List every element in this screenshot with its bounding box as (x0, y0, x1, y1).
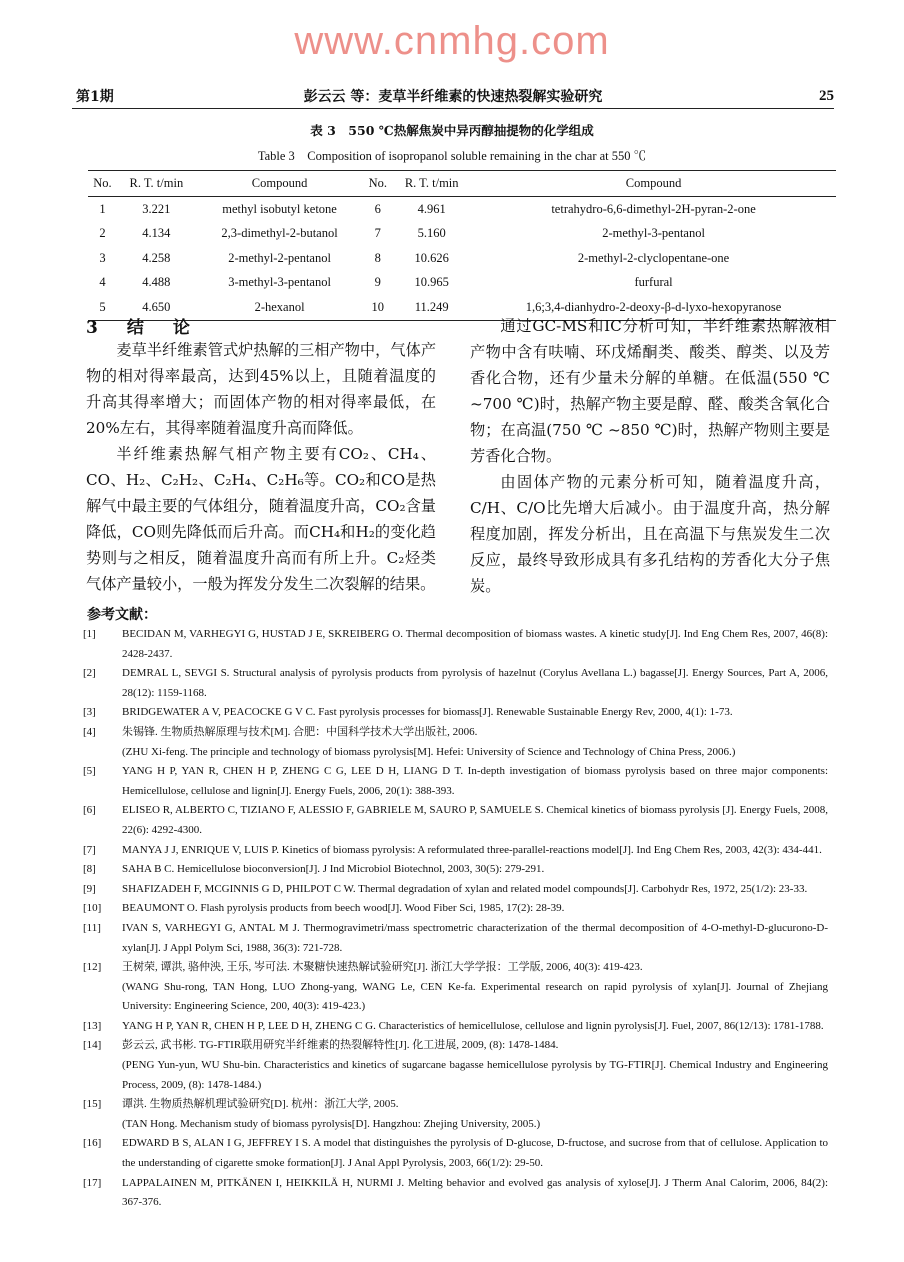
table-cell: 2-methyl-2-clyclopentane-one (577, 250, 730, 265)
reference-item (83, 841, 828, 861)
table-cell: 4.488 (142, 275, 171, 290)
reference-item (83, 625, 828, 664)
paragraph: 由固体产物的元素分析可知，随着温度升高，C/H、C/O比先增大后减小。由于温度升高，热分解程度加剧，挥发分析出，且在高温下与焦炭发生二次反应，最终导致形成具有多孔结构的芳香化大分子焦炭。 (470, 473, 830, 595)
reference-text: YANG H P, YAN R, CHEN H P, LEE D H, ZHENG C G. Characteristics of hemicellulose, cellulose and lignin pyrolysis[J]. Fuel, 2007, 86(12/13): 1781-1788. (122, 1019, 824, 1032)
reference-item (83, 1095, 828, 1134)
reference-number: [4] (83, 725, 96, 738)
section-title: 3 结 论 (86, 318, 196, 338)
table-cell: 3 (99, 250, 106, 265)
issue-number: 第1期 (76, 89, 114, 105)
reference-item (83, 703, 828, 723)
reference-item (83, 1174, 828, 1213)
table-cell: 3-methyl-3-pentanol (228, 275, 331, 290)
table-cell: 10.965 (414, 275, 449, 290)
reference-number: [1] (83, 628, 96, 640)
paragraph: 通过GC-MS和IC分析可知，半纤维素热解液相产物中含有呋喃、环戊烯酮类、酸类、醇类、以及芳香化合物，还有少量未分解的单糖。在低温(550 ℃ ~700 ℃)时，热解产物主要是醇、醛、酸类含氧化合物；在高温(750 ℃ ~850 ℃)时，热解产物则主要是芳香化合物。 (470, 317, 830, 465)
reference-number: [13] (83, 1019, 102, 1032)
column-header: R. T. t/min (392, 171, 471, 197)
table-cell: 1,6;3,4-dianhydro-2-deoxy-β-d-lyxo-hexopyranose (525, 299, 782, 314)
table-cell: 6 (374, 201, 381, 216)
reference-number: [17] (83, 1176, 102, 1189)
column-header: No. (88, 171, 117, 197)
table-cell: 9 (374, 275, 381, 290)
reference-number: [11] (83, 921, 101, 934)
reference-number: [6] (83, 804, 96, 817)
reference-number: [3] (83, 706, 96, 719)
reference-item (83, 801, 828, 840)
reference-text: DEMRAL L, SEVGI S. Structural analysis of pyrolysis products from pyrolysis of hazelnut (Corylus Avellana L.) bagasse[J]. Energy Sources, Part A, 2006, 28(12): 1159-1168. (122, 667, 828, 699)
left-column (86, 337, 436, 597)
reference-text: BEAUMONT O. Flash pyrolysis products from beech wood[J]. Wood Fiber Sci, 1985, 17(2): 28-39. (122, 902, 565, 915)
reference-item (83, 1134, 828, 1173)
column-header: No. (363, 171, 392, 197)
reference-item (83, 1036, 828, 1095)
reference-text: 彭云云, 武书彬. TG-FTIR联用研究半纤维素的热裂解特性[J]. 化工进展, 2009, (8): 1478-1484. (122, 1039, 559, 1052)
reference-number: [2] (83, 667, 96, 680)
table-cell: 8 (374, 250, 381, 265)
reference-item (83, 1017, 828, 1037)
column-header: R. T. t/min (117, 171, 196, 197)
watermark: www.cnmhg.com (294, 19, 610, 63)
running-header (72, 84, 834, 109)
reference-text: SHAFIZADEH F, MCGINNIS G D, PHILPOT C W. Thermal degradation of xylan and related model compounds[J]. Carbohydr Res, 1972, 25(1/2): 23-33. (122, 882, 808, 895)
table-cell: furfural (634, 275, 673, 290)
reference-text: IVAN S, VARHEGYI G, ANTAL M J. Thermogravimetri/mass spectrometric characterization of the thermal decomposition of 4-O-methyl-D-glucurono-D-xylan[J]. J Appl Polym Sci, 1988, 36(3): 721-728. (122, 921, 828, 954)
table-cell: 5.160 (417, 226, 446, 241)
table-row (88, 197, 836, 222)
paragraph: 麦草半纤维素管式炉热解的三相产物中，气体产物的相对得率最高，达到45%以上，且随着温度的升高其得率增大；而固体产物的相对得率最低，在20%左右，其得率随着温度升高而降低。 (86, 341, 436, 437)
reference-number: [10] (83, 902, 102, 915)
reference-text: SAHA B C. Hemicellulose bioconversion[J]. J Ind Microbiol Biotechnol, 2003, 30(5): 279-291. (122, 863, 545, 876)
table-cell: 11.249 (414, 299, 449, 314)
reference-text: MANYA J J, ENRIQUE V, LUIS P. Kinetics of biomass pyrolysis: A reformulated three-parallel-reactions model[J]. Ind Eng Chem Res, 2003, 42(3): 434-441. (122, 843, 822, 856)
column-header: Compound (471, 171, 836, 197)
table-row (88, 246, 836, 271)
reference-number: [8] (83, 863, 96, 876)
reference-item (83, 958, 828, 1017)
reference-translation: (TAN Hong. Mechanism study of biomass pyrolysis[D]. Hangzhou: Zhejing University, 2005.) (122, 1117, 541, 1130)
reference-item (83, 919, 828, 958)
running-title: 彭云云 等：麦草半纤维素的快速热裂解实验研究 (303, 89, 603, 105)
right-column (470, 313, 830, 599)
reference-number: [7] (83, 843, 96, 856)
reference-number: [9] (83, 882, 96, 895)
table-cell: 5 (99, 299, 106, 314)
reference-item (83, 880, 828, 900)
reference-text: EDWARD B S, ALAN I G, JEFFREY I S. A model that distinguishes the pyrolysis of D-glucose, D-fructose, and sucrose from that of cellulose. Application to the understanding of cigarette smoke formation[J]. J Anal Appl Pyrolysis, 2003, 66(1/2): 29-50. (122, 1137, 828, 1170)
paragraph: 半纤维素热解气相产物主要有CO₂、CH₄、CO、H₂、C₂H₂、C₂H₄、C₂H₆等。CO₂和CO是热解气中最主要的气体组分，随着温度升高，CO₂含量降低，CO则先降低而后升高。而CH₄和H₂的变化趋势则与之相反，随着温度升高而有所上升。C₂烃类气体产量较小，一般为挥发分发生二次裂解的结果。 (86, 445, 436, 593)
reference-item (83, 664, 828, 703)
reference-text: BRIDGEWATER A V, PEACOCKE G V C. Fast pyrolysis processes for biomass[J]. Renewable Sustainable Energy Rev, 2000, 4(1): 1-73. (122, 706, 733, 719)
reference-number: [14] (83, 1039, 102, 1052)
reference-item (83, 899, 828, 919)
reference-text: BECIDAN M, VARHEGYI G, HUSTAD J E, SKREIBERG O. Thermal decomposition of biomass wastes. A kinetic study[J]. Ind Eng Chem Res, 2007, 46(8): 2428-2437. (122, 628, 828, 660)
reference-text: 谭洪. 生物质热解机理试验研究[D]. 杭州：浙江大学, 2005. (122, 1098, 399, 1111)
table-cell: 2 (99, 226, 106, 241)
table-caption-en: Table 3 Composition of isopropanol soluble remaining in the char at 550 ℃ (257, 149, 647, 163)
reference-translation: (ZHU Xi-feng. The principle and technology of biomass pyrolysis[M]. Hefei: University of Science and Technology of China Press, 2006.) (122, 745, 736, 758)
table-row (88, 271, 836, 296)
table-cell: 10.626 (414, 250, 449, 265)
reference-text: 王树荣, 谭洪, 骆仲泱, 王乐, 岑可法. 木聚糖快速热解试验研究[J]. 浙江大学学报：工学版, 2006, 40(3): 419-423. (122, 961, 643, 974)
reference-text: ELISEO R, ALBERTO C, TIZIANO F, ALESSIO F, GABRIELE M, SAURO P, SAMUELE S. Chemical kinetics of biomass pyrolysis [J]. Energy Fuels, 2008, 22(6): 4292-4300. (122, 804, 828, 836)
table-cell: 4.650 (142, 299, 171, 314)
table-cell: 2,3-dimethyl-2-butanol (221, 226, 338, 241)
reference-text: 朱锡锋. 生物质热解原理与技术[M]. 合肥：中国科学技术大学出版社, 2006. (122, 725, 478, 738)
table-cell: tetrahydro-6,6-dimethyl-2H-pyran-2-one (551, 201, 756, 216)
page-number: 25 (819, 88, 834, 104)
column-header: Compound (196, 171, 364, 197)
table-cell: 10 (371, 299, 385, 314)
table-cell: 4.258 (142, 250, 171, 265)
reference-text: LAPPALAINEN M, PITKÄNEN I, HEIKKILÄ H, NURMI J. Melting behavior and evolved gas analysis of xylose[J]. J Therm Anal Calorim, 2006, 84(2): 367-376. (122, 1176, 828, 1209)
table-cell: methyl isobutyl ketone (222, 201, 337, 216)
reference-item (83, 723, 828, 762)
table-cell: 4 (99, 275, 106, 290)
reference-number: [12] (83, 961, 102, 974)
table-cell: 2-methyl-2-pentanol (228, 250, 331, 265)
reference-item (83, 860, 828, 880)
composition-table (88, 170, 836, 321)
table-cell: 2-methyl-3-pentanol (602, 226, 705, 241)
table-row (88, 222, 836, 247)
reference-item (83, 762, 828, 801)
reference-translation: (WANG Shu-rong, TAN Hong, LUO Zhong-yang, WANG Le, CEN Ke-fa. Experimental research on rapid pyrolysis of xylan[J]. Journal of Zhejiang University: Engineering Science, 200, 40(3): 419-423.) (122, 980, 828, 1013)
table-cell: 2-hexanol (254, 299, 305, 314)
table-caption-cn: 表 3 550 ℃热解焦炭中异丙醇抽提物的化学组成 (310, 123, 594, 138)
reference-list (83, 625, 828, 1213)
reference-number: [16] (83, 1137, 102, 1150)
reference-text: YANG H P, YAN R, CHEN H P, ZHENG C G, LEE D H, LIANG D T. In-depth investigation of biomass pyrolysis based on three major components: Hemicellulose, cellulose and lignin[J]. Energy Fuels, 2006, 20(1): 388-393. (122, 765, 828, 797)
table-cell: 1 (99, 201, 106, 216)
reference-translation: (PENG Yun-yun, WU Shu-bin. Characteristics and kinetics of sugarcane bagasse hemicellulose pyrolysis by TG-FTIR[J]. Chemical Industry and Engineering Process, 2009, (8): 1478-1484.) (122, 1059, 828, 1091)
references-heading: 参考文献： (87, 607, 157, 623)
table-cell: 4.134 (142, 226, 171, 241)
table-cell: 7 (374, 226, 381, 241)
table-cell: 3.221 (142, 201, 171, 216)
table-cell: 4.961 (417, 201, 446, 216)
reference-number: [5] (83, 765, 96, 778)
reference-number: [15] (83, 1098, 102, 1111)
table-header-row (88, 171, 836, 197)
